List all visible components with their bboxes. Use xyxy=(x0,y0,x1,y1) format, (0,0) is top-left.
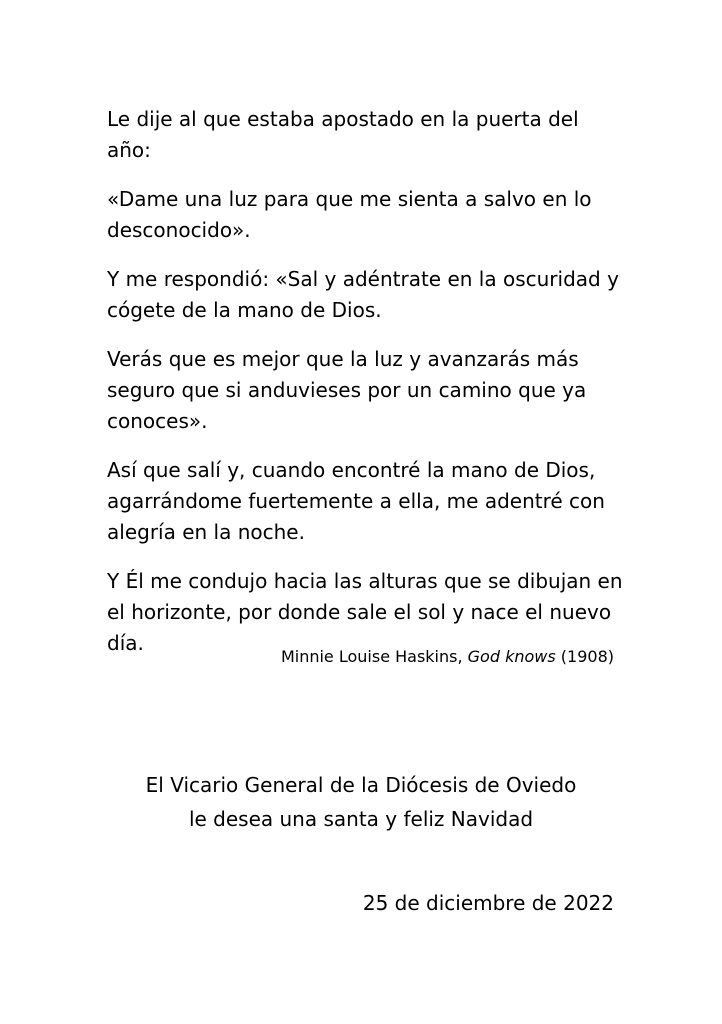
date-line: 25 de diciembre de 2022 xyxy=(362,891,614,915)
poem-attribution xyxy=(281,645,614,669)
poem-stanza-3: Y me respondió: «Sal y adéntrate en la oscuridad y cógete de la mano de Dios. xyxy=(107,267,619,322)
poem-stanza-5: Así que salí y, cuando encontré la mano de Dios, agarrándome fuertemente a ella, me adentré con alegría en la noche. xyxy=(107,458,605,544)
poem-stanza-1: Le dije al que estaba apostado en la puerta del año: xyxy=(107,107,579,162)
poem xyxy=(107,104,627,677)
greeting-line-2: le desea una santa y feliz Navidad xyxy=(188,807,534,831)
attribution-year: (1908) xyxy=(555,647,614,666)
poem-stanza-2: «Dame una luz para que me sienta a salvo en lo desconocido». xyxy=(107,187,592,242)
poem-stanza-6: Y Él me condujo hacia las alturas que se dibujan en el horizonte, por donde sale el sol y nace el nuevo día. xyxy=(107,569,623,655)
greeting-line-1: El Vicario General de la Diócesis de Oviedo xyxy=(145,773,577,797)
christmas-greeting xyxy=(0,768,722,836)
poem-stanza-4: Verás que es mejor que la luz y avanzarás más seguro que si anduvieses por un camino que ya conoces». xyxy=(107,347,587,433)
attribution-work-title: God knows xyxy=(467,647,556,666)
attribution-author: Minnie Louise Haskins, xyxy=(280,647,468,666)
